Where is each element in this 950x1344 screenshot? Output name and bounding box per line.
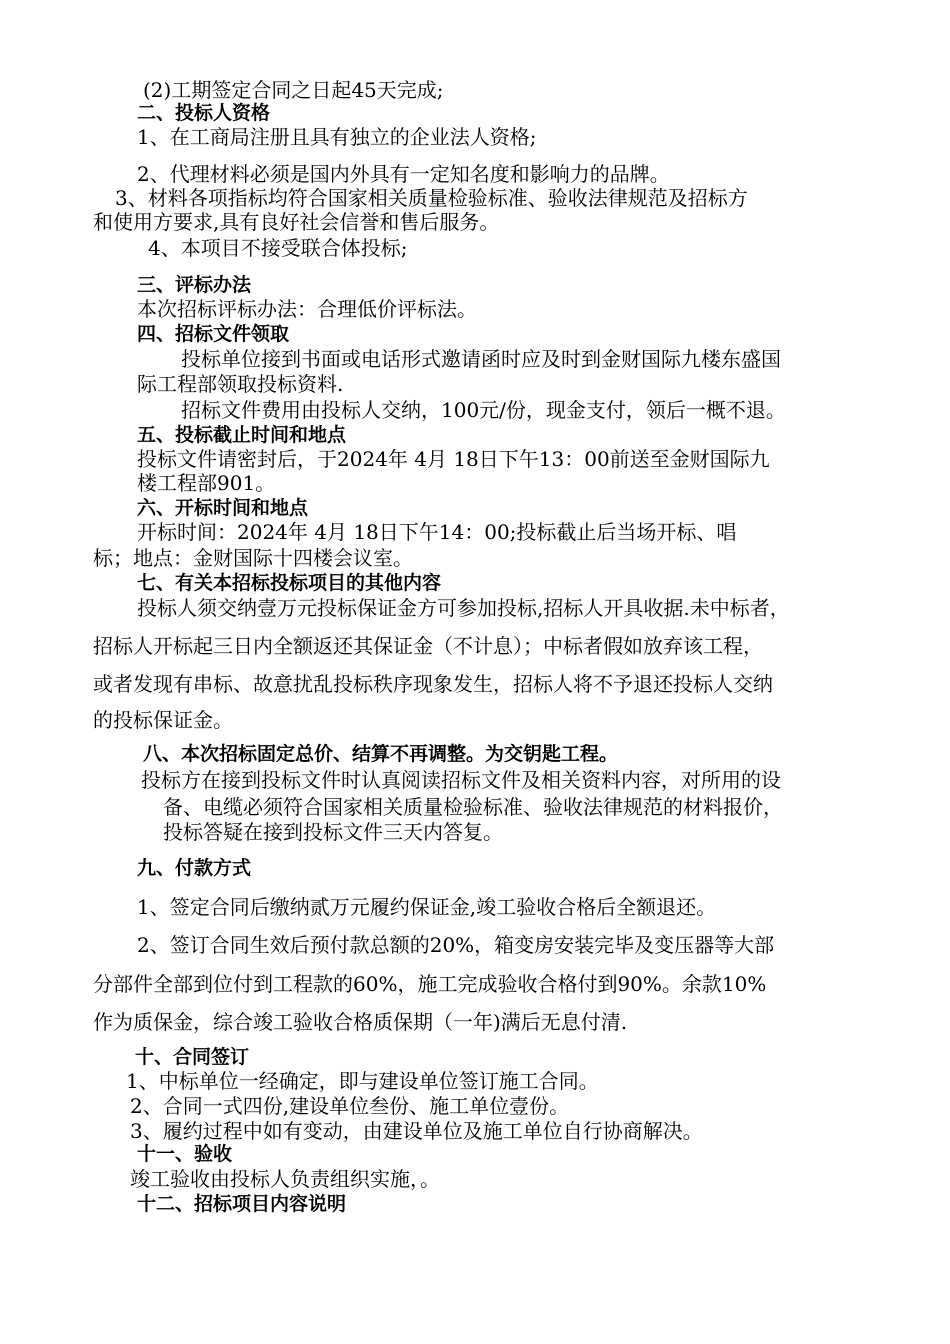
text-line: 3、材料各项指标均符合国家相关质量检验标准、验收法律规范及招标方	[115, 186, 748, 210]
text-line: 楼工程部901。	[137, 471, 276, 495]
text-line: 4、本项目不接受联合体投标;	[148, 236, 408, 260]
section-heading: 二、投标人资格	[137, 102, 271, 124]
section-heading: 四、招标文件领取	[137, 323, 290, 345]
text-line: 投标方在接到投标文件时认真阅读招标文件及相关资料内容，对所用的设	[141, 768, 781, 792]
text-line: 2、代理材料必须是国内外具有一定知名度和影响力的品牌。	[137, 162, 670, 186]
text-line: 2、合同一式四份,建设单位叁份、施工单位壹份。	[130, 1094, 570, 1118]
text-line: 投标文件请密封后，于2024年 4月 18日下午13：00前送至金财国际九	[137, 447, 770, 471]
text-line: 或者发现有串标、故意扰乱投标秩序现象发生，招标人将不予退还投标人交纳	[93, 672, 773, 696]
text-line: 分部件全部到位付到工程款的60%，施工完成验收合格付到90%。余款10%	[93, 972, 767, 996]
text-line: 投标答疑在接到投标文件三天内答复。	[163, 820, 503, 844]
text-line: 作为质保金，综合竣工验收合格质保期（一年)满后无息付清.	[93, 1010, 628, 1034]
text-line: 招标文件费用由投标人交纳，100元/份，现金支付，领后一概不退。	[181, 398, 786, 422]
text-line: 竣工验收由投标人负责组织实施，。	[130, 1167, 440, 1191]
section-heading: 三、评标办法	[137, 274, 252, 296]
section-heading: 十二、招标项目内容说明	[137, 1193, 347, 1215]
text-line: 2、签订合同生效后预付款总额的20%，箱变房安装完毕及变压器等大部	[137, 933, 775, 957]
text-line: (2)工期签定合同之日起45天完成;	[143, 78, 444, 102]
text-line: 1、在工商局注册且具有独立的企业法人资格;	[137, 125, 537, 149]
text-line: 投标单位接到书面或电话形式邀请函时应及时到金财国际九楼东盛国	[181, 347, 781, 371]
text-line: 1、中标单位一经确定，即与建设单位签订施工合同。	[126, 1069, 599, 1093]
text-line: 的投标保证金。	[93, 708, 233, 732]
section-heading: 五、投标截止时间和地点	[137, 424, 347, 446]
section-heading: 十一、验收	[137, 1143, 233, 1165]
text-line: 和使用方要求,具有良好社会信誉和售后服务。	[93, 210, 500, 234]
text-line: 备、电缆必须符合国家相关质量检验标准、验收法律规范的材料报价，	[163, 795, 783, 819]
section-heading: 十、合同签订	[135, 1046, 250, 1068]
section-heading: 七、有关本招标投标项目的其他内容	[137, 572, 442, 594]
text-line: 投标人须交纳壹万元投标保证金方可参加投标,招标人开具收据.未中标者，	[137, 596, 790, 620]
text-line: 3、履约过程中如有变动，由建设单位及施工单位自行协商解决。	[130, 1119, 703, 1143]
text-line: 标；地点：金财国际十四楼会议室。	[93, 546, 413, 570]
text-line: 本次招标评标办法：合理低价评标法。	[137, 297, 477, 321]
section-heading: 九、付款方式	[137, 857, 252, 879]
text-line: 际工程部领取投标资料.	[137, 372, 344, 396]
section-heading: 六、开标时间和地点	[137, 497, 309, 519]
section-heading: 八、本次招标固定总价、结算不再调整。为交钥匙工程。	[143, 743, 619, 765]
text-line: 招标人开标起三日内全额返还其保证金（不计息）；中标者假如放弃该工程，	[93, 634, 763, 658]
text-line: 1、签定合同后缴纳贰万元履约保证金,竣工验收合格后全额退还。	[137, 895, 717, 919]
text-line: 开标时间：2024年 4月 18日下午14：00;投标截止后当场开标、唱	[137, 520, 737, 544]
